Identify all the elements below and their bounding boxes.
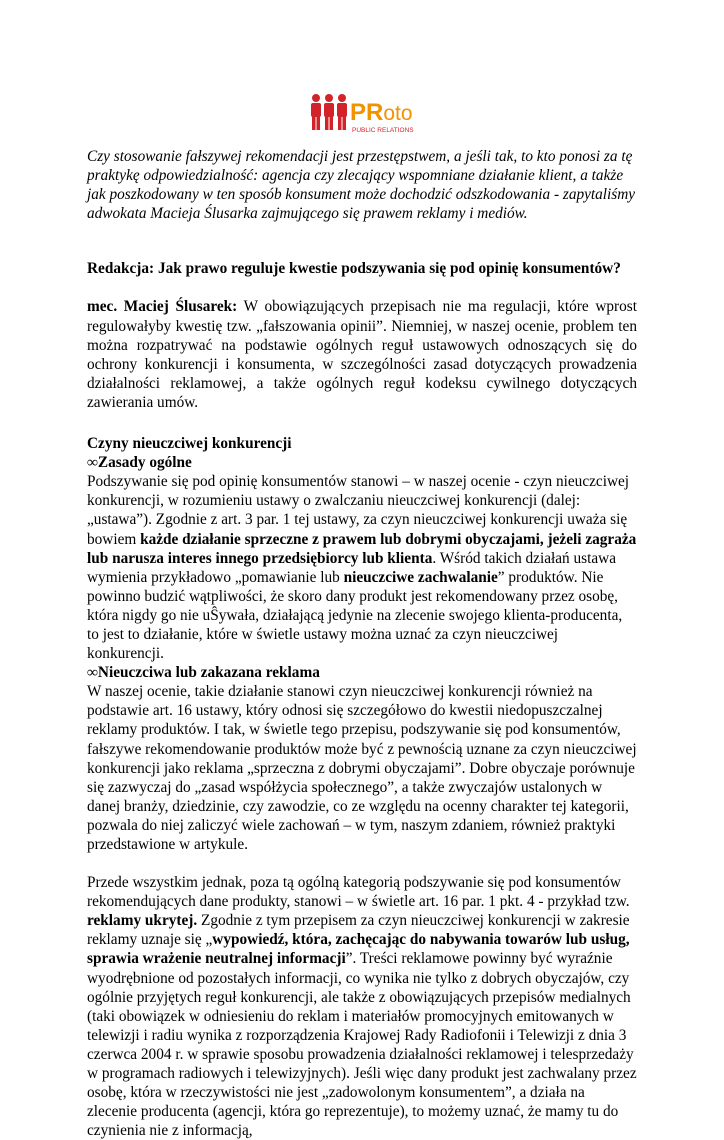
text-span: Podszywanie się pod opinię konsumentów stanowi – w naszej ocenie - czyn nieuczciwej konkurencji, w rozumieniu ustawy o zwalczaniu nieuczciwej konkurencji (dalej: „ustawa”). Zgodnie z art. 3 par. 1 tej ustawy, za czyn nieuczciwej konkurencji uważa się bowiem <box>87 473 630 548</box>
text-span: . Wśród takich działań ustawa wymienia przykładowo „pomawianie lub <box>87 549 617 586</box>
logo-tagline: PUBLIC RELATIONS <box>352 127 414 134</box>
section-title: Czyny nieuczciwej konkurencji <box>87 435 292 453</box>
text-span: ” produktów. Nie powinno budzić wątpliwości, że skoro dany produkt jest rekomendowany przez osobę, która nigdy go nie uŜywała, działającą jedynie na zlecenie swojego klienta-producenta, to jest to działanie, które w świetle ustawy można uznać za czyn nieuczciwej konkurencji. <box>87 568 623 663</box>
subheading-general-rules: ∞Zasady ogólne <box>87 454 192 472</box>
svg-text:PRoto <box>350 99 413 126</box>
question-heading: Redakcja: Jak prawo reguluje kwestie podszywania się pod opinię konsumentów? <box>87 260 621 278</box>
bold-span: każde działanie sprzeczne z prawem lub dobrymi obyczajami, jeżeli zagraża lub narusza interes innego przedsiębiorcy lub klienta <box>87 530 637 567</box>
bold-span: nieuczciwe zachwalanie <box>343 568 498 586</box>
paragraph-general-rules <box>87 472 637 663</box>
paragraph-unfair-advertising: W naszej ocenie, takie działanie stanowi czyn nieuczciwej konkurencji również na podstawie art. 16 ustawy, który odnosi się szczegółowo do kwestii niedopuszczalnej reklamy produktów. I tak, w świetle tego przepisu, podszywanie się pod konsumentów, fałszywe rekomendowanie produktów może być z pewnością uznane za czyn nieuczciwej konkurencji jako reklama „sprzeczna z dobrymi obyczajami”. Dobre obyczaje porównuje się zazwyczaj do „zasad współżycia społecznego”, a także zwyczajów ustalonych w danej branży, dziedzinie, czy zawodzie, co ze względu na ocenny charakter tej kategorii, pozwala do niej zaliczyć wiele zachowań – w tym, naszym zdaniem, również praktyki przedstawione w artykule. <box>87 683 637 853</box>
bold-span: reklamy ukrytej. <box>87 912 198 930</box>
people-icon <box>311 94 347 130</box>
text-span: Zgodnie z tym przepisem za czyn nieuczciwej konkurencji w zakresie reklamy uznaje się „ <box>87 912 630 949</box>
bold-span: wypowiedź, która, zachęcając do nabywania towarów lub usług, sprawia wrażenie neutralnej informacji <box>87 931 630 968</box>
text-span: ”. Treści reklamowe powinny być wyraźnie wyodrębnione od pozostałych informacji, co wynika nie tylko z dobrych obyczajów, czy ogólnie przyjętych reguł konkurencji, ale także z obowiązujących przepisów medialnych (taki obowiązek w odniesieniu do reklam i materiałów promocyjnych emitowanych w telewizji i radiu wynika z rozporządzenia Krajowej Rady Radiofonii i Telewizji z dnia 3 czerwca 2004 r. w sprawie sposobu prowadzenia działalności reklamowej i telesprzedaży w programach radiowych i telewizyjnych). Jeśli więc dany produkt jest zachwalany przez osobę, która w rzeczywistości nie jest „zadowolonym konsumentem”, a działa na zlecenie producenta (agencji, która go reprezentuje), to możemy uznać, że mamy tu do czynienia nie z informacją, <box>87 950 637 1140</box>
logo-pr: PR <box>350 99 384 126</box>
paragraph-hidden-advertising <box>87 873 637 1140</box>
subheading-unfair-advertising: ∞Nieuczciwa lub zakazana reklama <box>87 664 320 682</box>
answer-speaker: mec. Maciej Ślusarek: <box>87 298 238 316</box>
text-span: Przede wszystkim jednak, poza tą ogólną kategorią podszywanie się pod konsumentów rekomendujących dane produkty, stanowi – w świetle art. 16 par. 1 pkt. 4 - przykład tzw. <box>87 874 630 911</box>
proto-logo-image <box>308 92 426 138</box>
article <box>87 147 637 1140</box>
proto-logo <box>308 92 426 138</box>
answer-paragraph <box>87 297 637 412</box>
intro-paragraph: Czy stosowanie fałszywej rekomendacji jest przestępstwem, a jeśli tak, to kto ponosi za tę praktykę odpowiedzialność: agencja czy zlecający wspomniane działanie klient, a także jak poszkodowany w ten sposób konsument może dochodzić odszkodowania - zapytaliśmy adwokata Macieja Ślusarka zajmującego się prawem reklamy i mediów. <box>87 148 636 223</box>
logo-oto: oto <box>383 102 413 125</box>
answer-text: W obowiązujących przepisach nie ma regulacji, które wprost regulowałyby kwestię tzw. „fałszowania opinii”. Niemniej, w naszej ocenie, problem ten można rozpatrywać na podstawie ogólnych reguł ustawowych odnoszących się do ochrony konkurencji i konsumenta, w szczególności zasad dotyczących prowadzenia działalności reklamowej, a także ogólnych reguł kodeksu cywilnego dotyczących zawierania umów. <box>87 298 637 411</box>
